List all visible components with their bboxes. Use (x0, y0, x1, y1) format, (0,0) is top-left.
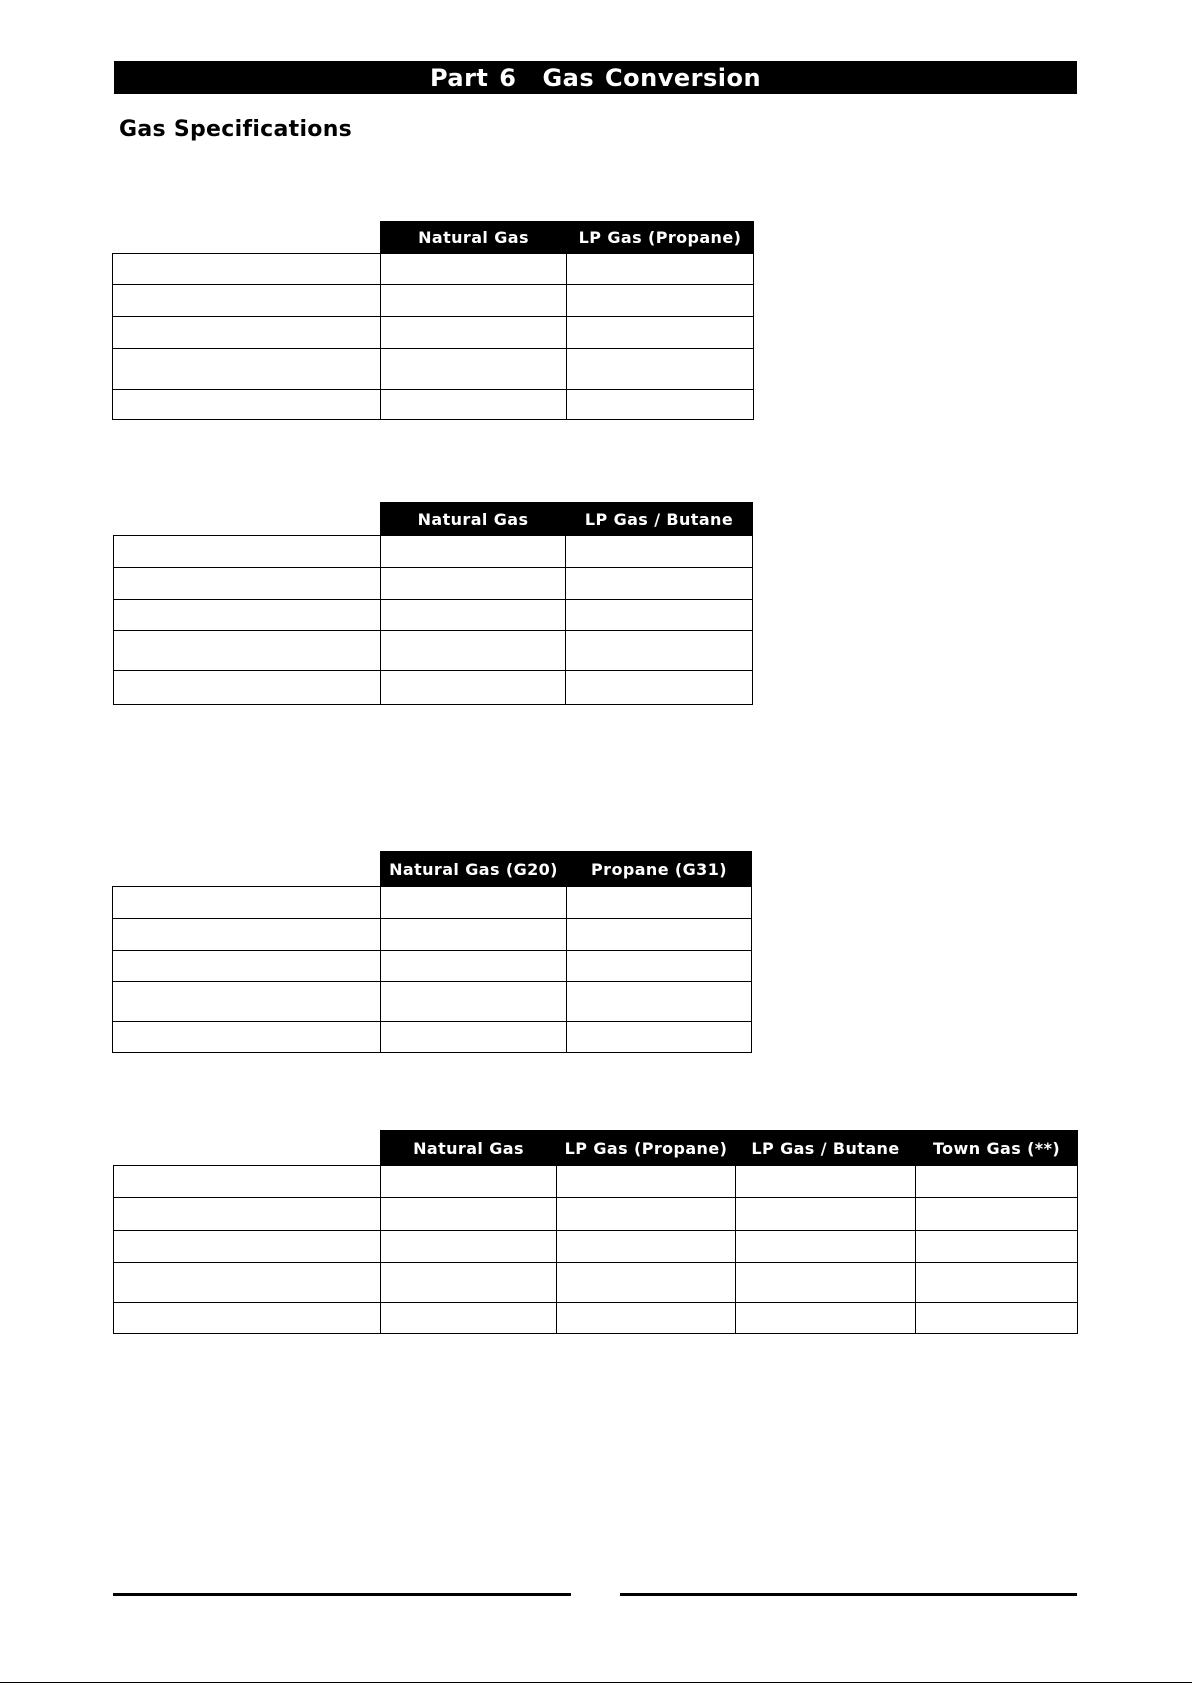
table-cell (567, 349, 754, 390)
table-cell (381, 951, 567, 982)
table-row (114, 1303, 1078, 1334)
table-cell (113, 285, 381, 317)
table-row (114, 1198, 1078, 1231)
table-cell (113, 951, 381, 982)
table-cell (113, 390, 381, 420)
table-cell (114, 1198, 381, 1231)
table-cell (381, 600, 566, 631)
table-cell (114, 568, 381, 600)
table-row (113, 349, 754, 390)
table-cell (381, 671, 566, 705)
table-cell (113, 349, 381, 390)
table-cell (916, 1166, 1078, 1198)
table-cell (381, 887, 567, 919)
part-title-bar (114, 61, 1077, 94)
table-cell (381, 631, 566, 671)
table-cell (381, 536, 566, 568)
table-cell (916, 1231, 1078, 1263)
table-cell (114, 600, 381, 631)
table-cell (114, 1263, 381, 1303)
table-row (114, 568, 753, 600)
table-cell (736, 1198, 916, 1231)
spec-table-2 (113, 502, 753, 705)
table-cell (114, 671, 381, 705)
table-row (113, 285, 754, 317)
table-cell (736, 1166, 916, 1198)
header-blank-cell (113, 852, 381, 887)
table-cell (113, 1022, 381, 1053)
spec-table-4 (113, 1130, 1078, 1334)
table-cell (736, 1231, 916, 1263)
table-row (113, 887, 752, 919)
table-cell (114, 1231, 381, 1263)
table-cell (114, 536, 381, 568)
table-row (113, 919, 752, 951)
section-heading: Gas Specifications (119, 117, 353, 142)
column-header: Natural Gas (381, 503, 566, 536)
table-cell (557, 1166, 736, 1198)
table-cell (566, 631, 753, 671)
table-cell (567, 919, 752, 951)
spec-table-3 (112, 851, 752, 1053)
table-row (113, 390, 754, 420)
column-header: Natural Gas (381, 1131, 557, 1166)
table-cell (567, 390, 754, 420)
column-header: Natural Gas (G20) (381, 852, 567, 887)
table-cell (566, 536, 753, 568)
table-cell (557, 1303, 736, 1334)
table-cell (114, 1166, 381, 1198)
table-cell (566, 600, 753, 631)
header-blank-cell (114, 1131, 381, 1166)
table-cell (381, 1231, 557, 1263)
table-cell (114, 1303, 381, 1334)
table-cell (381, 254, 567, 285)
table-cell (381, 349, 567, 390)
table-row (113, 951, 752, 982)
table-cell (114, 631, 381, 671)
header-blank-cell (113, 222, 381, 254)
table-row (114, 536, 753, 568)
part-title: Gas Conversion (542, 63, 762, 92)
spec-table-1 (112, 221, 754, 420)
table-cell (381, 982, 567, 1022)
table-cell (566, 671, 753, 705)
table-cell (567, 254, 754, 285)
table-cell (381, 390, 567, 420)
table-cell (113, 982, 381, 1022)
table-cell (567, 982, 752, 1022)
header-blank-cell (114, 503, 381, 536)
page-bottom-rule (0, 1682, 1192, 1683)
column-header: Town Gas (**) (916, 1131, 1078, 1166)
column-header: LP Gas (Propane) (567, 222, 754, 254)
table-cell (381, 568, 566, 600)
table-cell (113, 887, 381, 919)
table-cell (381, 1022, 567, 1053)
table-cell (381, 919, 567, 951)
table-row (113, 1022, 752, 1053)
table-row (114, 1166, 1078, 1198)
table-row (114, 671, 753, 705)
table-cell (381, 1263, 557, 1303)
table-row (114, 631, 753, 671)
table-cell (567, 887, 752, 919)
table-cell (557, 1198, 736, 1231)
table-cell (567, 317, 754, 349)
table-row (114, 1231, 1078, 1263)
table-cell (557, 1231, 736, 1263)
column-header: LP Gas (Propane) (557, 1131, 736, 1166)
table-row (113, 982, 752, 1022)
table-cell (113, 254, 381, 285)
table-cell (567, 1022, 752, 1053)
table-cell (916, 1263, 1078, 1303)
table-cell (381, 1303, 557, 1334)
column-header: Natural Gas (381, 222, 567, 254)
table-cell (381, 285, 567, 317)
table-cell (916, 1303, 1078, 1334)
column-header: LP Gas / Butane (566, 503, 753, 536)
table-cell (113, 919, 381, 951)
part-number: Part 6 (429, 63, 517, 92)
table-cell (916, 1198, 1078, 1231)
table-cell (567, 951, 752, 982)
table-cell (736, 1303, 916, 1334)
table-cell (381, 1198, 557, 1231)
column-header: LP Gas / Butane (736, 1131, 916, 1166)
table-cell (381, 317, 567, 349)
table-row (113, 254, 754, 285)
table-cell (557, 1263, 736, 1303)
table-row (113, 317, 754, 349)
table-cell (113, 317, 381, 349)
table-cell (381, 1166, 557, 1198)
column-header: Propane (G31) (567, 852, 752, 887)
footer-rule-left (113, 1593, 571, 1596)
footer-rule-right (620, 1593, 1077, 1596)
table-row (114, 1263, 1078, 1303)
table-cell (736, 1263, 916, 1303)
table-row (114, 600, 753, 631)
table-cell (567, 285, 754, 317)
table-cell (566, 568, 753, 600)
